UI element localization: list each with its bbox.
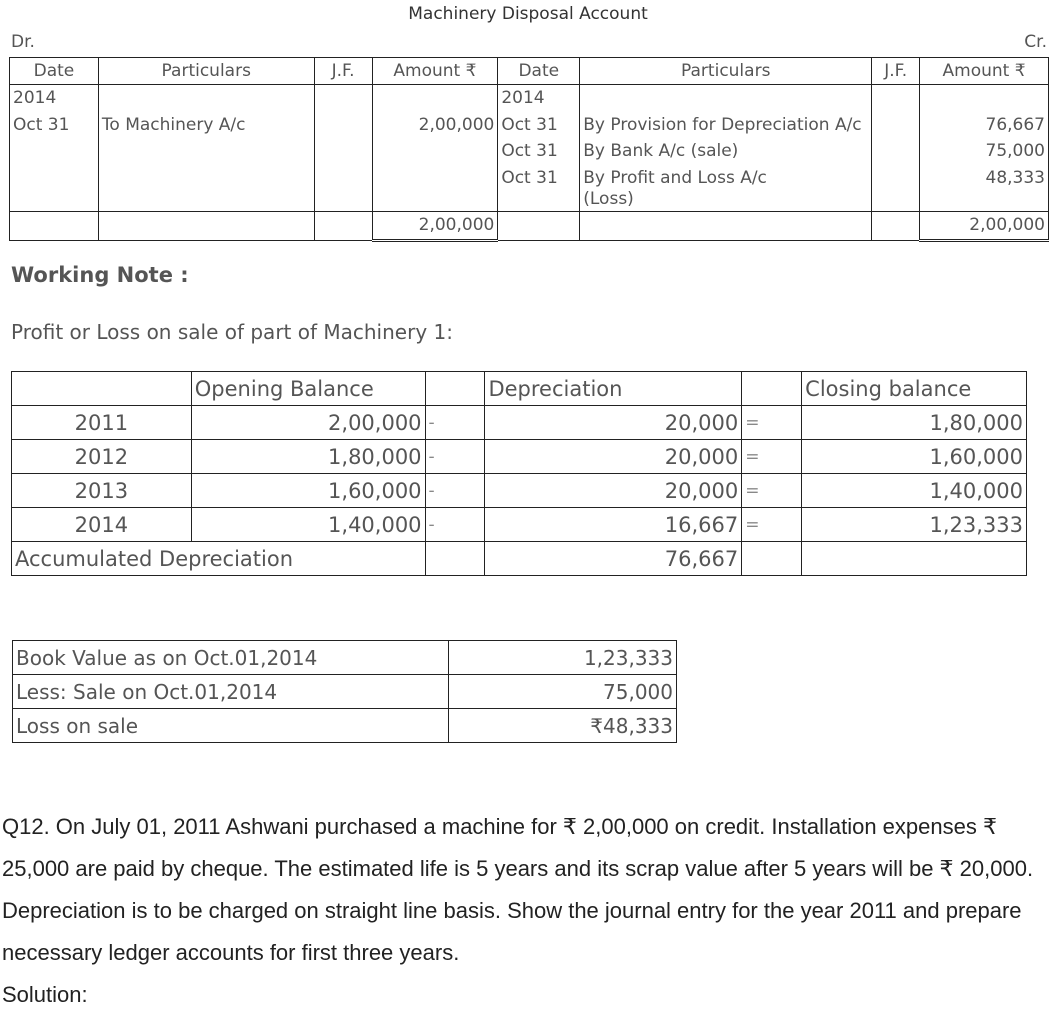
- cr-particulars-header: Particulars: [580, 58, 872, 85]
- row-closing: 1,23,333: [802, 508, 1027, 542]
- question-block: [2, 806, 1052, 1016]
- sale-amount: 75,000: [449, 675, 677, 709]
- minus-sign: -: [425, 508, 485, 542]
- row-depreciation: 20,000: [485, 440, 742, 474]
- table-row: [12, 440, 1027, 474]
- row-opening: 1,80,000: [191, 440, 425, 474]
- dr-date: Oct 31: [13, 114, 70, 135]
- accumulated-value: 76,667: [485, 542, 742, 576]
- ledger-body-row: [10, 85, 1049, 212]
- cr-jf-header: J.F.: [872, 58, 920, 85]
- depreciation-header: Depreciation: [485, 372, 742, 406]
- ledger-total-row: [10, 212, 1049, 241]
- book-value-amount: 1,23,333: [449, 641, 677, 675]
- sale-label: Less: Sale on Oct.01,2014: [13, 675, 449, 709]
- accumulated-label: Accumulated Depreciation: [12, 542, 426, 576]
- table-row: [13, 709, 677, 743]
- minus-sign: -: [425, 406, 485, 440]
- book-value-label: Book Value as on Oct.01,2014: [13, 641, 449, 675]
- depreciation-header-row: [12, 372, 1027, 406]
- question-text: Q12. On July 01, 2011 Ashwani purchased a machine for ₹ 2,00,000 on credit. Installation expenses ₹ 25,000 are paid by cheque. The estimated life is 5 years and its scrap value after 5 years will be ₹ 20,000. Depreciation is to be charged on straight line basis. Show the journal entry for the year 2011 and prepare necessary ledger accounts for first three years.: [2, 814, 1034, 965]
- row-year: 2014: [12, 508, 192, 542]
- row-depreciation: 20,000: [485, 406, 742, 440]
- row-year: 2012: [12, 440, 192, 474]
- cr-date-1: Oct 31: [501, 114, 558, 135]
- equals-sign: =: [742, 440, 802, 474]
- table-row: [12, 508, 1027, 542]
- cr-date-2: Oct 31: [501, 141, 558, 161]
- equals-sign: =: [742, 474, 802, 508]
- table-row: [12, 406, 1027, 440]
- cr-amount-1: 76,667: [985, 114, 1045, 135]
- loss-amount: ₹48,333: [449, 709, 677, 743]
- machinery-disposal-ledger: [9, 57, 1049, 242]
- cr-date-3: Oct 31: [501, 167, 558, 188]
- table-row: [13, 641, 677, 675]
- row-depreciation: 20,000: [485, 474, 742, 508]
- accumulated-depreciation-row: [12, 542, 1027, 576]
- dr-particular: To Machinery A/c: [101, 114, 246, 135]
- dr-year: 2014: [13, 88, 57, 108]
- cr-particular-1: By Provision for Depreciation A/c: [583, 114, 862, 135]
- dr-date-header: Date: [10, 58, 99, 85]
- cr-particular-3: By Profit and Loss A/c (Loss): [583, 167, 767, 209]
- cr-year: 2014: [501, 88, 545, 108]
- row-depreciation: 16,667: [485, 508, 742, 542]
- equals-sign: =: [742, 508, 802, 542]
- dr-amount-header: Amount ₹: [372, 58, 498, 85]
- cr-particular-2: By Bank A/c (sale): [583, 141, 739, 161]
- dr-jf-header: J.F.: [314, 58, 372, 85]
- ledger-title: Machinery Disposal Account: [408, 4, 648, 24]
- table-row: [12, 474, 1027, 508]
- credit-label: Cr.: [1024, 32, 1047, 52]
- book-value-table: [12, 640, 677, 743]
- dr-amount: 2,00,000: [418, 114, 495, 135]
- equals-sign: =: [742, 406, 802, 440]
- solution-label: Solution:: [2, 982, 88, 1007]
- closing-balance-header: Closing balance: [802, 372, 1027, 406]
- cr-amount-3: 48,333: [985, 167, 1045, 188]
- minus-sign: -: [425, 440, 485, 474]
- cr-amount-2: 75,000: [985, 141, 1045, 161]
- working-note-subheading: Profit or Loss on sale of part of Machinery 1:: [11, 320, 453, 344]
- depreciation-table: [11, 371, 1027, 576]
- ledger-header-row: [10, 58, 1049, 85]
- table-row: [13, 675, 677, 709]
- row-year: 2013: [12, 474, 192, 508]
- row-closing: 1,80,000: [802, 406, 1027, 440]
- row-year: 2011: [12, 406, 192, 440]
- dr-total: 2,00,000: [372, 212, 498, 241]
- debit-label: Dr.: [11, 32, 35, 52]
- minus-sign: -: [425, 474, 485, 508]
- opening-balance-header: Opening Balance: [191, 372, 425, 406]
- row-opening: 1,40,000: [191, 508, 425, 542]
- dr-particulars-header: Particulars: [98, 58, 314, 85]
- working-note-heading: Working Note :: [11, 263, 189, 287]
- row-closing: 1,40,000: [802, 474, 1027, 508]
- row-opening: 2,00,000: [191, 406, 425, 440]
- loss-label: Loss on sale: [13, 709, 449, 743]
- row-opening: 1,60,000: [191, 474, 425, 508]
- cr-amount-header: Amount ₹: [920, 58, 1049, 85]
- row-closing: 1,60,000: [802, 440, 1027, 474]
- cr-total: 2,00,000: [920, 212, 1049, 241]
- cr-date-header: Date: [498, 58, 580, 85]
